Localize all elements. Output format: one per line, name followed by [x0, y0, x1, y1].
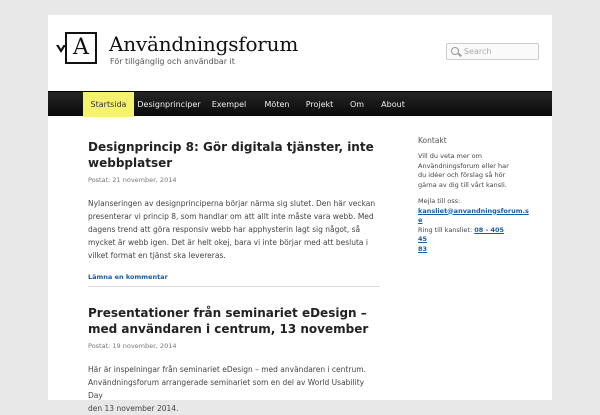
nav-item-exempel[interactable]: Exempel	[211, 100, 247, 109]
email-link-line: e	[418, 216, 423, 224]
site-description: För tillgänglig och användbar it	[110, 57, 235, 66]
contact-widget	[418, 152, 529, 254]
phone-link[interactable]: 08 - 405 45	[418, 225, 505, 243]
post-body-line: Nylanseringen av designprinciperna börjar närma sig slutet. Den här veckan	[88, 199, 376, 208]
phone-link-continued[interactable]: 83	[418, 244, 428, 253]
post-article	[88, 305, 380, 415]
post-title-link[interactable]	[88, 139, 380, 171]
widget-intro-line: gärna av dig till vårt kansli.	[418, 180, 507, 189]
phone-label: Ring till kansliet:	[418, 225, 473, 234]
widget-title: Kontakt	[418, 136, 447, 145]
email-link-line: kansliet@anvandningsforum.s	[418, 206, 529, 215]
post-title-line: Designprincip 8: Gör digitala tjänster, inte	[88, 140, 374, 154]
nav-item-startsida[interactable]: Startsida	[83, 92, 134, 117]
post-body-line: den 13 november 2014.	[88, 404, 179, 413]
nav-item-moten[interactable]: Möten	[264, 100, 290, 109]
post-divider	[88, 286, 380, 287]
post-body-line: dagens trend att göra responsiv webb har apphysterin lagt sig något, så	[88, 225, 361, 234]
post-body-line: mycket är webb igen. Det är helt okej, bara vi inte börjar med att besluta i	[88, 238, 368, 247]
post-date: Postat: 21 november, 2014	[88, 176, 177, 184]
nav-item-designprinciper[interactable]: Designprinciper	[137, 100, 201, 109]
post-title-line: med användaren i centrum, 13 november	[88, 322, 369, 336]
logo-speech-tail-inner	[58, 44, 64, 49]
post-title-link[interactable]	[88, 305, 380, 337]
mail-label: Mejla till oss:	[418, 197, 461, 205]
email-link[interactable]	[418, 206, 529, 226]
main-nav	[48, 91, 552, 116]
post-body	[88, 197, 380, 262]
widget-intro-line: Vill du veta mer om	[418, 152, 482, 160]
search-box[interactable]	[446, 43, 539, 60]
post-body-line: vilket format en tjänst ska levereras.	[88, 251, 226, 260]
leave-comment-link[interactable]: Lämna en kommentar	[88, 273, 168, 281]
logo-letter: A	[73, 35, 89, 60]
nav-item-projekt[interactable]: Projekt	[305, 100, 334, 109]
widget-intro-line: Användningsforum eller har	[418, 161, 509, 170]
post-date: Postat: 19 november, 2014	[88, 342, 177, 350]
post-body-line: Här är inspelningar från seminariet eDesign – med användaren i centrum.	[88, 365, 366, 374]
page	[48, 15, 552, 413]
site-title[interactable]: Användningsforum	[109, 32, 299, 56]
widget-intro-line: du idéer och förslag så hör	[418, 171, 506, 179]
post-body-line: Användningsforum arrangerade seminariet som en del av World Usability Day	[88, 378, 365, 400]
post-article	[88, 139, 380, 283]
post-title-line: Presentationer från seminariet eDesign –	[88, 306, 367, 320]
site-logo[interactable]	[65, 32, 97, 64]
nav-item-about[interactable]: About	[381, 100, 405, 109]
post-title-line: webbplatser	[88, 156, 173, 170]
post-body-line: presenterar vi princip 8, som handlar om att allt inte måste vara webb. Med	[88, 212, 374, 221]
search-input[interactable]	[464, 45, 536, 58]
nav-item-om[interactable]: Om	[349, 100, 365, 109]
post-body	[88, 363, 380, 415]
site-header	[48, 15, 552, 91]
phone-row	[418, 226, 513, 245]
search-icon	[451, 47, 459, 55]
